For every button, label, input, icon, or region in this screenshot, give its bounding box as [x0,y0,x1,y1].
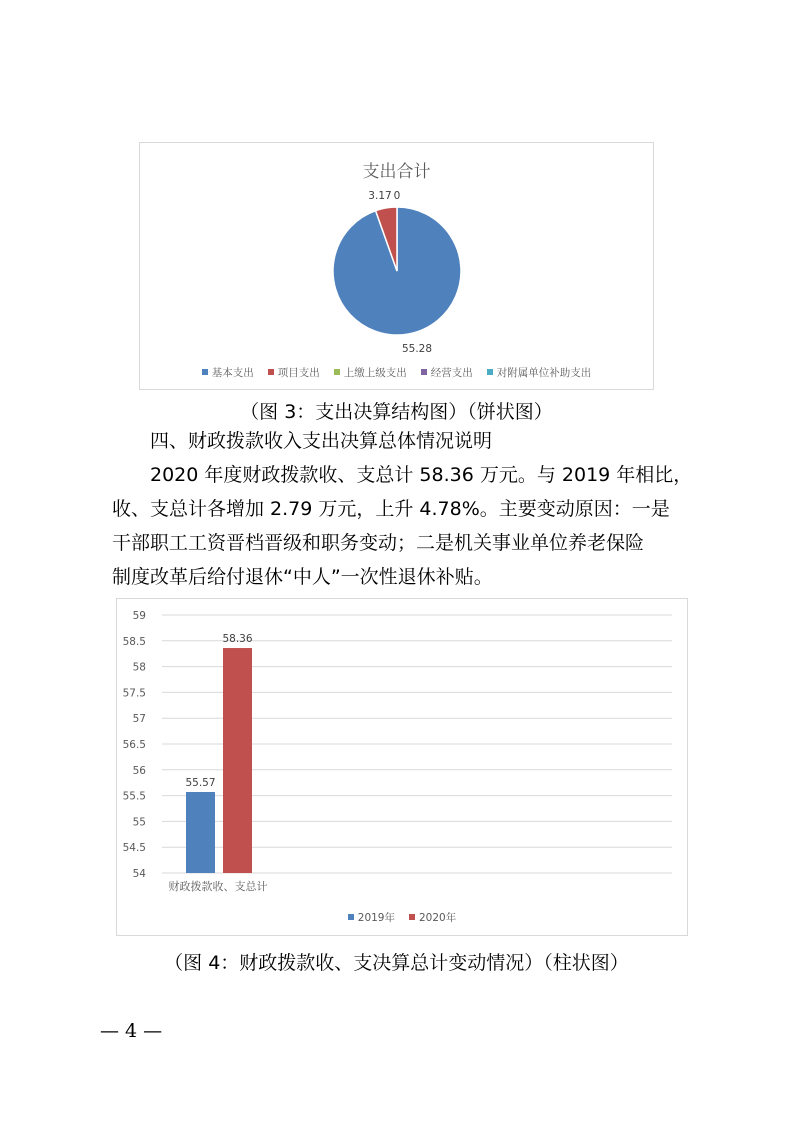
y-tick-label: 57.5 [122,687,146,700]
y-tick-label: 54.5 [122,842,146,855]
legend-swatch [334,369,340,375]
y-tick-label: 59 [132,610,146,622]
legend-swatch [202,369,208,375]
legend-label: 2019年 [357,912,395,924]
legend-item [202,365,254,380]
bar-2019年 [186,792,215,873]
legend-item [409,910,456,925]
y-tick-label: 55.5 [122,790,146,803]
legend-swatch [348,914,354,920]
pie-label-1: 3.17 [368,190,392,202]
pie-chart-container [139,142,654,390]
x-category-label: 财政拨款收、支总计 [168,880,268,893]
legend-item [487,365,592,380]
legend-item [348,910,395,925]
legend-label: 经营支出 [430,367,473,379]
legend-label: 2020年 [419,912,457,924]
legend-item [334,365,407,380]
y-tick-label: 56.5 [122,739,146,751]
bar-legend [117,910,687,925]
pie-chart-title: 支出合计 [362,162,431,182]
bar-chart-container [116,598,688,936]
legend-swatch [487,369,493,375]
pie-label-0: 55.28 [401,343,433,355]
y-tick-label: 56 [132,764,146,777]
bar-2020年 [223,648,252,873]
legend-swatch [409,914,415,920]
pie-chart [140,143,653,389]
legend-label: 对附属单位补助支出 [496,367,592,379]
paragraph-line: 收、支总计各增加 2.79 万元，上升 4.78%。主要变动原因：一是 [112,498,670,520]
legend-label: 项目支出 [277,367,320,379]
page-number: — 4 — [100,1020,163,1042]
bar-caption: （图 4：财政拨款收、支决算总计变动情况）（柱状图） [164,952,629,974]
paragraph-line: 制度改革后给付退休“中人”一次性退休补贴。 [112,566,493,588]
y-tick-label: 54 [132,868,146,880]
bar-chart [117,599,687,935]
legend-label: 上缴上级支出 [343,367,407,379]
bar-value-label: 58.36 [222,633,253,646]
paragraph-line: 干部职工工资晋档晋级和职务变动；二是机关事业单位养老保险 [112,532,645,554]
legend-item [268,365,320,380]
pie-legend [140,365,653,380]
paragraph-line: 2020 年度财政拨款收、支总计 58.36 万元。与 2019 年相比， [150,464,693,486]
y-tick-label: 57 [132,713,146,726]
section-heading: 四、财政拨款收入支出决算总体情况说明 [150,430,493,452]
legend-swatch [421,369,427,375]
legend-label: 基本支出 [211,367,254,379]
pie-caption: （图 3：支出决算结构图）（饼状图） [240,401,553,423]
y-tick-label: 58 [132,661,146,674]
pie-label-2: 0 [393,190,401,202]
y-tick-label: 58.5 [122,635,146,648]
legend-item [421,365,473,380]
body-paragraph [112,458,692,594]
bar-value-label: 55.57 [185,776,216,789]
legend-swatch [268,369,274,375]
y-tick-label: 55 [132,816,146,829]
